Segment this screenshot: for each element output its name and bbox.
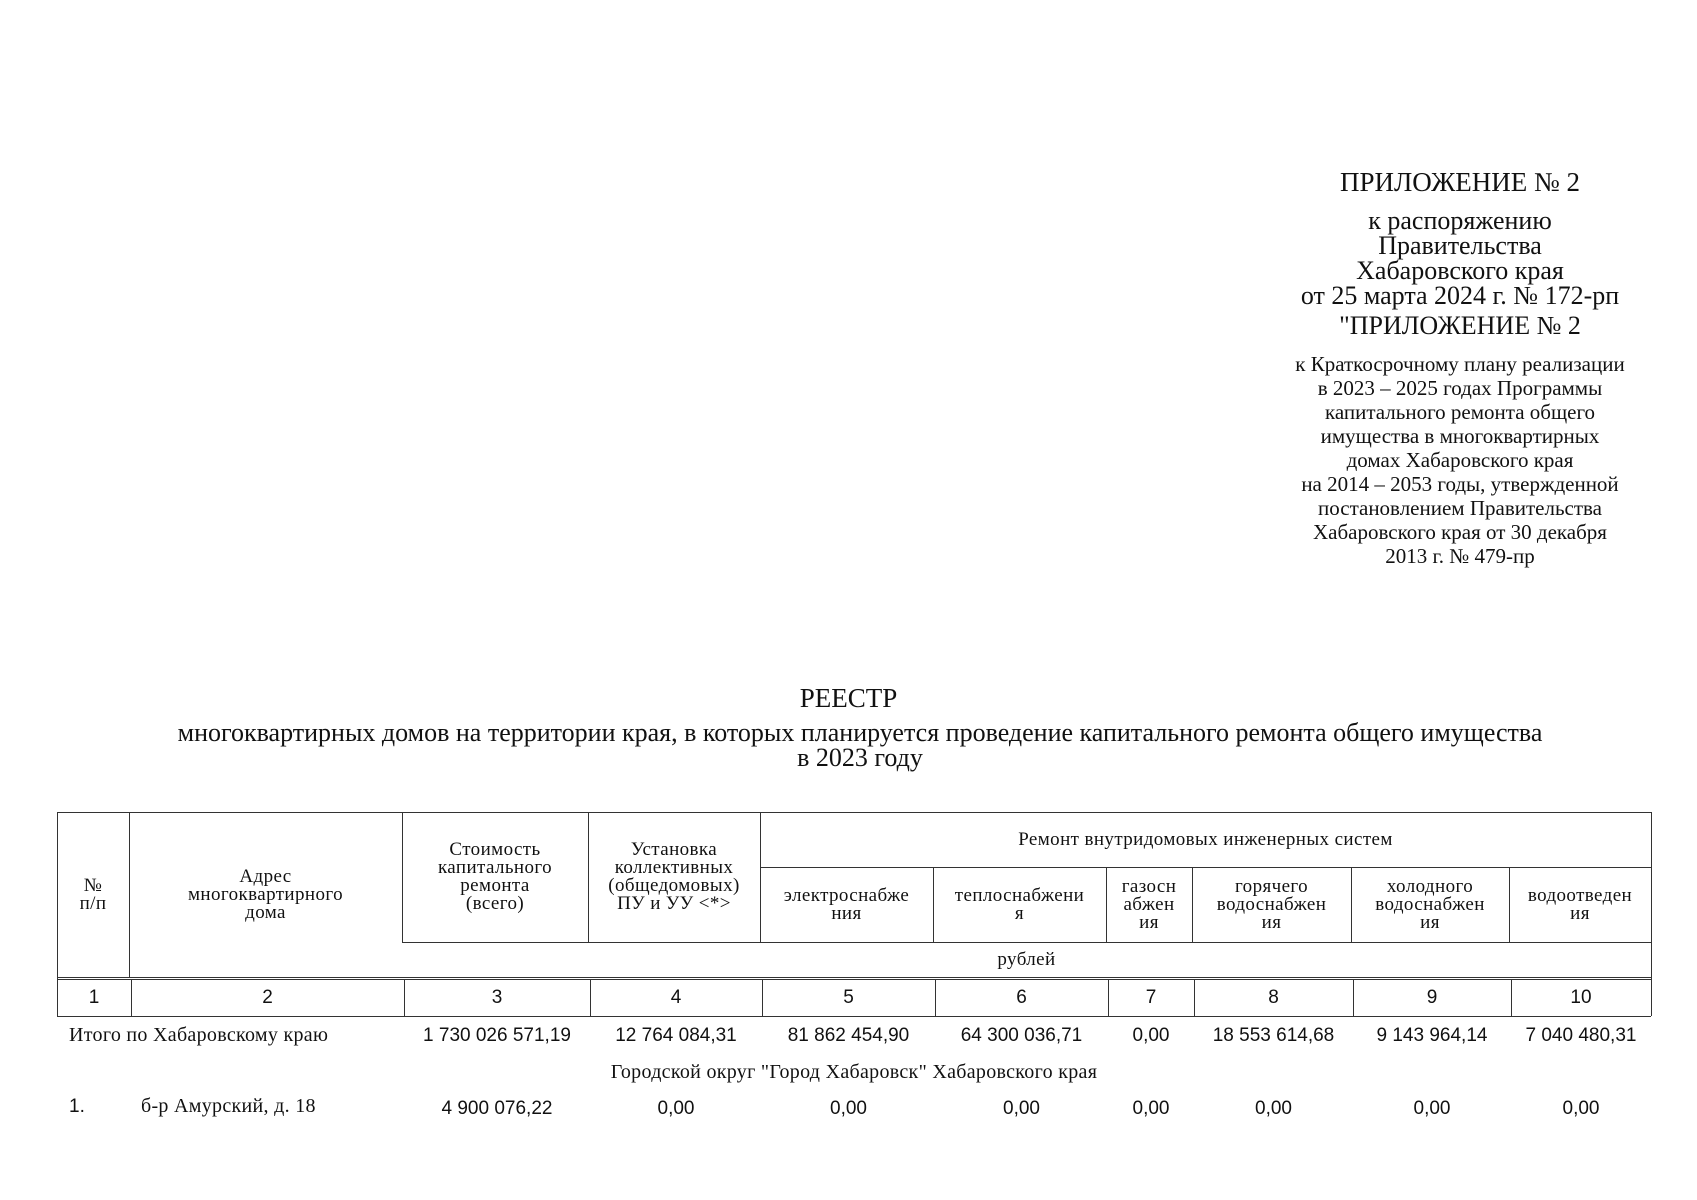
header-text: Адрес [239, 865, 292, 887]
header-text: (общедомовых) [608, 875, 740, 896]
column-number: 7 [1145, 986, 1157, 1008]
header-text: ремонта [460, 875, 530, 896]
header-text: (всего) [465, 893, 525, 914]
appendix-header [1250, 168, 1670, 568]
header-text: ия [1261, 911, 1282, 933]
header-text: п/п [79, 892, 107, 914]
order-line: от 25 марта 2024 г. № 172-рп [1300, 281, 1620, 310]
header-text: холодного [1386, 875, 1474, 897]
header-text: ия [1570, 902, 1590, 924]
header-text: многоквартирного [187, 883, 343, 905]
row-address: б-р Амурский, д. 18 [141, 1095, 316, 1117]
total-electric: 81 862 454,90 [787, 1025, 910, 1046]
reference-line: на 2014 – 2053 годы, утвержденной [1301, 472, 1619, 496]
total-cost: 1 730 026 571,19 [423, 1025, 571, 1046]
row-meters: 0,00 [657, 1098, 695, 1119]
header-text: абжен [1123, 893, 1175, 915]
header-text: коллективных [614, 857, 734, 878]
header-hot-water [1192, 867, 1351, 942]
header-cold-water [1351, 867, 1509, 942]
header-text: газосн [1121, 875, 1177, 897]
header-gas [1106, 867, 1192, 942]
reference-line: постановлением Правительства [1317, 496, 1602, 520]
total-hot-water: 18 553 614,68 [1212, 1025, 1335, 1046]
header-text: капитального [437, 857, 553, 878]
row-drainage: 0,00 [1562, 1098, 1600, 1119]
header-electric [760, 867, 933, 942]
reference-line: домах Хабаровского края [1346, 448, 1574, 472]
row-cost: 4 900 076,22 [441, 1098, 553, 1119]
header-text: водоотведен [1527, 884, 1633, 906]
header-text: электроснабже [783, 884, 910, 906]
row-number: 1. [69, 1096, 85, 1117]
register-subtitle [100, 720, 1620, 770]
total-heating: 64 300 036,71 [960, 1025, 1083, 1046]
register-subtitle-line: многоквартирных домов на территории края, в которых планируется проведение капитального ремонта общего имущества [177, 718, 1543, 747]
column-number: 4 [670, 986, 682, 1008]
reference-line: 2013 г. № 479-пр [1385, 544, 1535, 568]
section-title: Городской округ "Город Хабаровск" Хабаровского края [610, 1061, 1098, 1083]
header-text: горячего [1234, 875, 1309, 897]
header-text: Установка [630, 839, 718, 860]
order-line: Хабаровского края [1356, 256, 1564, 285]
header-text: ния [831, 902, 862, 924]
reference-line: имущества в многоквартирных [1320, 424, 1600, 448]
header-engineering-group: Ремонт внутридомовых инженерных систем [1018, 828, 1393, 850]
reference-line: Хабаровского края от 30 декабря [1313, 520, 1607, 544]
header-row-number [57, 812, 129, 977]
row-heating: 0,00 [1003, 1098, 1040, 1119]
register-title: РЕЕСТР [799, 683, 898, 713]
header-text: водоснабжен [1375, 893, 1485, 915]
column-number: 2 [262, 986, 273, 1008]
reference-line: в 2023 – 2025 годах Программы [1317, 376, 1603, 400]
original-appendix-title: "ПРИЛОЖЕНИЕ № 2 [1339, 311, 1581, 340]
header-text: дома [245, 901, 286, 923]
row-gas: 0,00 [1132, 1098, 1170, 1119]
total-cold-water: 9 143 964,14 [1376, 1025, 1488, 1046]
register-subtitle-line: в 2023 году [797, 743, 923, 772]
total-drainage: 7 040 480,31 [1525, 1025, 1637, 1046]
column-number: 1 [88, 986, 100, 1008]
order-line: Правительства [1378, 231, 1542, 260]
header-text: ПУ и УУ <*> [617, 893, 731, 914]
header-address [129, 812, 402, 977]
header-text: ия [1420, 911, 1440, 933]
header-text: ия [1139, 911, 1159, 933]
row-hot-water: 0,00 [1255, 1098, 1292, 1119]
column-number: 9 [1426, 986, 1438, 1008]
column-number: 5 [843, 986, 854, 1008]
header-heating [933, 867, 1106, 942]
reference-line: капитального ремонта общего [1324, 400, 1596, 424]
original-appendix-reference [1250, 352, 1670, 568]
header-text: теплоснабжени [954, 884, 1085, 906]
header-units: рублей [997, 948, 1056, 970]
header-cost-total [402, 812, 588, 942]
total-row-label: Итого по Хабаровскому краю [69, 1024, 329, 1046]
order-line: к распоряжению [1368, 206, 1552, 235]
row-electric: 0,00 [830, 1098, 867, 1119]
column-number: 10 [1570, 986, 1592, 1008]
header-drainage [1509, 867, 1651, 942]
header-text: № [83, 874, 103, 896]
column-number: 8 [1268, 986, 1279, 1008]
header-text: Стоимость [449, 839, 541, 860]
column-number: 3 [491, 986, 503, 1008]
header-text: водоснабжен [1216, 893, 1327, 915]
header-meters [588, 812, 760, 942]
appendix-title: ПРИЛОЖЕНИЕ № 2 [1339, 167, 1581, 197]
header-text: я [1014, 902, 1025, 924]
column-number: 6 [1016, 986, 1027, 1008]
row-cold-water: 0,00 [1413, 1098, 1451, 1119]
total-meters: 12 764 084,31 [615, 1025, 737, 1046]
reference-line: к Краткосрочному плану реализации [1295, 352, 1625, 376]
appendix-order-reference [1250, 208, 1670, 308]
total-gas: 0,00 [1132, 1025, 1170, 1046]
